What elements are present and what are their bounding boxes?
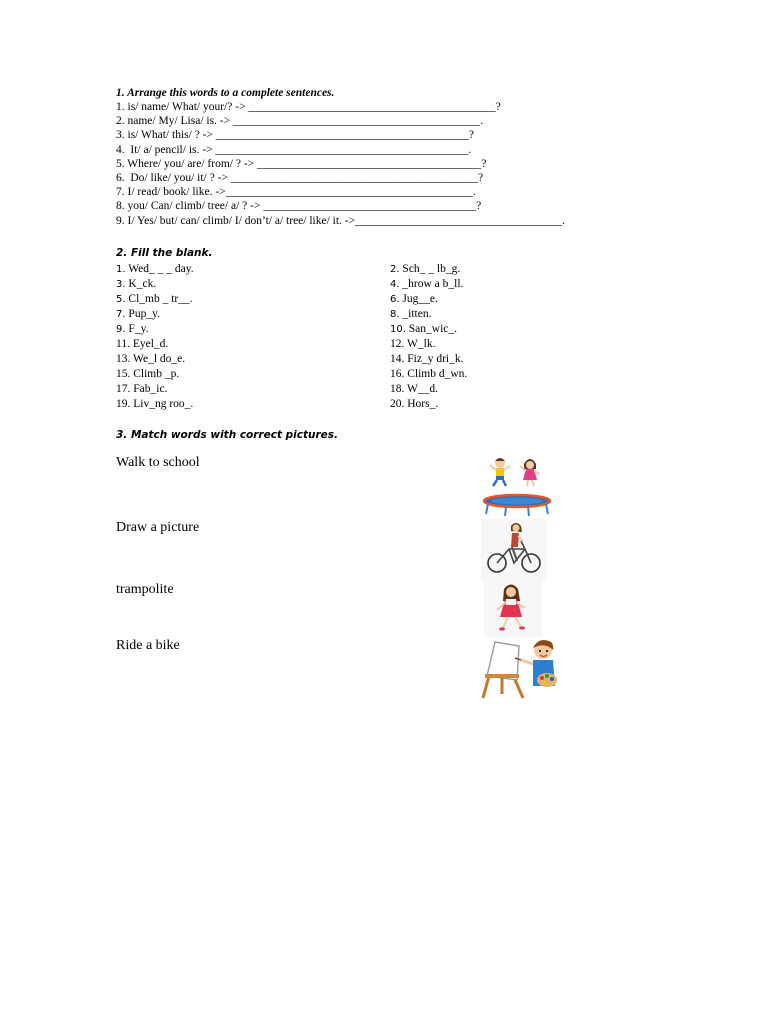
worksheet [116,86,636,442]
girl-riding-bike-icon [481,519,547,581]
fill-item: 18. W__d. [390,382,439,395]
fill-item: 5. Cl_mb _ tr__. [116,292,193,305]
match-word-bike: Ride a bike [116,638,180,653]
section-2-title: 2. Fill the blank. [116,246,213,259]
fill-item: 13. We_l do_e. [116,352,186,365]
fill-item: 6. Jug__e. [390,292,438,305]
sentence-line-6: 6. Do/ like/ you/ it/ ? -> ___________________________________________? [116,172,484,185]
fill-item: 12. W_lk. [390,337,436,350]
sentence-line-4: 4. It/ a/ pencil/ is. -> ____________________________________________. [116,143,472,156]
fill-item: 2. Sch_ _ lb_g. [390,262,461,275]
kids-on-trampoline-icon [480,454,556,518]
fill-item: 16. Climb d_wn. [390,367,468,380]
fill-item: 9. F_y. [116,322,149,335]
sentence-line-2: 2. name/ My/ Lisa/ is. -> ___________________________________________. [116,115,484,128]
sentence-line-8: 8. you/ Can/ climb/ tree/ a/ ? -> _____________________________________? [116,200,482,213]
sentence-line-9: 9. I/ Yes/ but/ can/ climb/ I/ don’t/ a/ tree/ like/ it. ->____________________________________. [116,214,565,227]
sentence-line-7: 7. I/ read/ book/ like. ->___________________________________________. [116,186,476,199]
fill-item: 4. _hrow a b_ll. [390,277,464,290]
fill-item: 20. Hors_. [390,397,439,410]
sentence-line-1: 1. is/ name/ What/ your/? -> ___________________________________________? [116,101,501,113]
girl-walking-icon [484,581,542,637]
fill-item: 1. Wed_ _ _ day. [116,262,194,275]
section-match [116,428,636,442]
fill-item: 3. K_ck. [116,277,157,290]
fill-blank-grid [116,262,636,412]
fill-item: 10. San_wic_. [390,322,458,335]
section-1-title: 1. Arrange this words to a complete sentences. [116,87,335,99]
fill-item: 8. _itten. [390,307,432,320]
fill-item: 15. Climb _p. [116,367,180,380]
section-arrange [116,86,636,228]
match-word-trampolite: trampolite [116,582,174,597]
section-3-title: 3. Match words with correct pictures. [116,428,339,441]
fill-item: 17. Fab_ic. [116,382,168,395]
fill-item: 14. Fiz_y dri_k. [390,352,464,365]
section-fill-blank [116,246,636,412]
fill-item: 11. Eyel_d. [116,337,169,350]
fill-item: 7. Pup_y. [116,307,160,320]
boy-painting-easel-icon [481,636,561,702]
match-word-draw: Draw a picture [116,520,200,535]
match-word-walk: Walk to school [116,455,200,470]
sentence-line-5: 5. Where/ you/ are/ from/ ? -> _______________________________________? [116,157,487,170]
fill-item: 19. Liv_ng roo_. [116,397,194,410]
sentence-line-3: 3. is/ What/ this/ ? -> ____________________________________________? [116,129,474,142]
